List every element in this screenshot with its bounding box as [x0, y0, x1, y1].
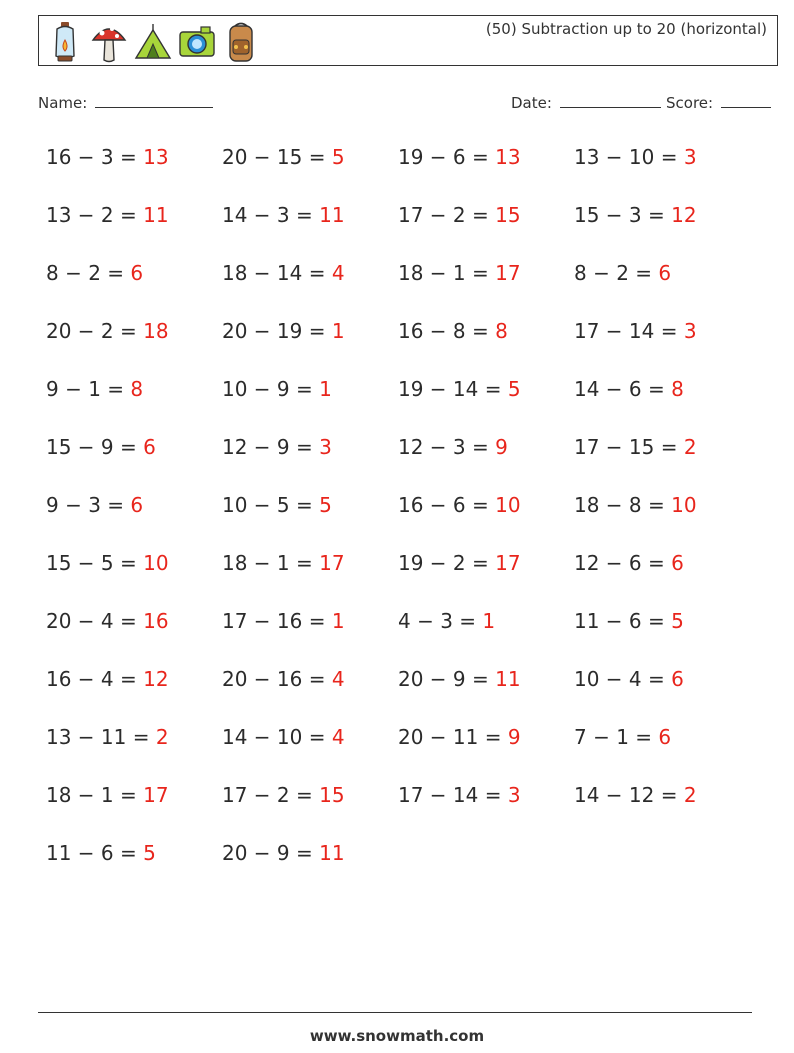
problem-item — [398, 375, 521, 403]
problem-item — [46, 259, 143, 287]
problem-answer: 6 — [658, 261, 672, 285]
problem-item — [222, 665, 345, 693]
problem-question: 20 − 19 = — [222, 319, 326, 343]
problem-item — [222, 491, 332, 519]
problem-question: 19 − 14 = — [398, 377, 502, 401]
problem-question: 4 − 3 = — [398, 609, 477, 633]
problem-answer: 4 — [331, 667, 345, 691]
problem-answer: 16 — [143, 609, 169, 633]
problem-answer: 18 — [143, 319, 169, 343]
problem-answer: 1 — [482, 609, 496, 633]
problem-question: 12 − 6 = — [574, 551, 665, 575]
problem-question: 17 − 2 = — [398, 203, 489, 227]
problem-answer: 5 — [143, 841, 156, 865]
problem-item — [46, 143, 169, 171]
problem-question: 17 − 15 = — [574, 435, 678, 459]
worksheet-header — [38, 15, 778, 66]
problem-item — [46, 607, 169, 635]
problem-item — [46, 491, 143, 519]
problem-answer: 8 — [671, 377, 684, 401]
problem-question: 16 − 3 = — [46, 145, 137, 169]
problem-item — [222, 839, 345, 867]
problem-question: 20 − 9 = — [398, 667, 489, 691]
problem-item — [222, 781, 345, 809]
problem-answer: 9 — [495, 435, 508, 459]
problem-item — [46, 839, 156, 867]
problem-item — [574, 143, 697, 171]
problem-item — [398, 665, 521, 693]
problem-answer: 17 — [495, 261, 521, 285]
problem-item — [574, 201, 697, 229]
camera-icon — [178, 20, 216, 64]
problem-item — [398, 143, 521, 171]
problem-item — [46, 201, 169, 229]
problem-question: 18 − 1 = — [398, 261, 489, 285]
problem-item — [222, 201, 345, 229]
problem-answer: 17 — [495, 551, 521, 575]
lantern-icon — [46, 20, 84, 64]
problem-answer: 4 — [331, 261, 345, 285]
problem-answer: 6 — [658, 725, 672, 749]
problem-answer: 3 — [507, 783, 521, 807]
problem-question: 14 − 3 = — [222, 203, 313, 227]
problem-item — [398, 259, 521, 287]
problem-answer: 13 — [143, 145, 169, 169]
problem-item — [398, 317, 508, 345]
problem-answer: 2 — [683, 435, 697, 459]
problem-question: 17 − 2 = — [222, 783, 313, 807]
problem-answer: 6 — [143, 435, 156, 459]
name-field[interactable] — [38, 93, 213, 112]
problem-item — [574, 665, 684, 693]
problem-answer: 11 — [319, 203, 345, 227]
tent-icon — [134, 20, 172, 64]
header-icons — [46, 19, 260, 65]
problem-question: 20 − 15 = — [222, 145, 326, 169]
problem-question: 10 − 4 = — [574, 667, 665, 691]
problem-item — [46, 375, 143, 403]
problem-item — [222, 607, 345, 635]
problem-item — [574, 549, 684, 577]
problem-question: 16 − 4 = — [46, 667, 137, 691]
date-blank[interactable] — [560, 93, 661, 108]
problem-question: 18 − 8 = — [574, 493, 665, 517]
problem-answer: 11 — [319, 841, 345, 865]
problem-answer: 5 — [319, 493, 332, 517]
problem-answer: 10 — [671, 493, 697, 517]
problem-question: 14 − 12 = — [574, 783, 678, 807]
problem-question: 19 − 2 = — [398, 551, 489, 575]
problem-answer: 15 — [495, 203, 521, 227]
problem-answer: 3 — [683, 145, 697, 169]
problem-item — [574, 433, 697, 461]
problem-item — [398, 549, 521, 577]
problem-item — [46, 433, 156, 461]
problem-answer: 4 — [331, 725, 345, 749]
problem-item — [574, 317, 697, 345]
problem-question: 13 − 11 = — [46, 725, 150, 749]
problem-item — [574, 723, 671, 751]
problem-answer: 6 — [130, 261, 144, 285]
problem-question: 18 − 1 = — [222, 551, 313, 575]
problem-question: 13 − 2 = — [46, 203, 137, 227]
problem-item — [574, 259, 671, 287]
problem-item — [46, 781, 169, 809]
footer-divider — [38, 1012, 752, 1013]
problem-question: 11 − 6 = — [574, 609, 665, 633]
problem-answer: 13 — [495, 145, 521, 169]
problem-question: 18 − 1 = — [46, 783, 137, 807]
problem-answer: 1 — [319, 377, 332, 401]
problem-question: 7 − 1 = — [574, 725, 653, 749]
name-label: Name: — [38, 94, 88, 112]
problem-answer: 12 — [671, 203, 697, 227]
problem-item — [46, 549, 169, 577]
problem-question: 14 − 10 = — [222, 725, 326, 749]
problem-answer: 5 — [507, 377, 521, 401]
problem-answer: 10 — [495, 493, 521, 517]
problem-item — [222, 143, 345, 171]
problem-answer: 3 — [683, 319, 697, 343]
problem-item — [222, 723, 345, 751]
problem-question: 17 − 14 = — [398, 783, 502, 807]
problem-answer: 6 — [130, 493, 144, 517]
problem-answer: 3 — [319, 435, 332, 459]
problem-item — [398, 201, 521, 229]
problem-answer: 5 — [671, 609, 684, 633]
problem-item — [574, 607, 684, 635]
problem-question: 20 − 2 = — [46, 319, 137, 343]
problem-question: 20 − 11 = — [398, 725, 502, 749]
problem-question: 14 − 6 = — [574, 377, 665, 401]
problem-grid — [46, 143, 786, 883]
problem-question: 16 − 6 = — [398, 493, 489, 517]
problem-answer: 15 — [319, 783, 345, 807]
problem-answer: 6 — [671, 551, 684, 575]
name-blank[interactable] — [95, 93, 213, 108]
problem-question: 12 − 9 = — [222, 435, 313, 459]
problem-question: 13 − 10 = — [574, 145, 678, 169]
problem-item — [574, 781, 697, 809]
problem-question: 9 − 1 = — [46, 377, 125, 401]
problem-item — [398, 607, 495, 635]
problem-answer: 17 — [319, 551, 345, 575]
problem-answer: 5 — [331, 145, 345, 169]
mushroom-icon — [90, 20, 128, 64]
problem-item — [398, 723, 521, 751]
problem-question: 11 − 6 = — [46, 841, 137, 865]
problem-question: 8 − 2 = — [574, 261, 653, 285]
problem-answer: 17 — [143, 783, 169, 807]
problem-question: 16 − 8 = — [398, 319, 489, 343]
problem-item — [46, 665, 169, 693]
problem-answer: 6 — [671, 667, 684, 691]
score-label: Score: — [666, 94, 714, 112]
date-field[interactable] — [511, 93, 661, 112]
problem-item — [398, 491, 521, 519]
score-blank[interactable] — [721, 93, 771, 108]
problem-answer: 2 — [683, 783, 697, 807]
problem-answer: 8 — [130, 377, 144, 401]
problem-answer: 9 — [507, 725, 521, 749]
problem-question: 19 − 6 = — [398, 145, 489, 169]
problem-question: 17 − 16 = — [222, 609, 326, 633]
problem-question: 10 − 9 = — [222, 377, 313, 401]
problem-item — [222, 375, 332, 403]
footer-url: www.snowmath.com — [309, 1027, 485, 1045]
problem-item — [222, 433, 332, 461]
problem-question: 9 − 3 = — [46, 493, 125, 517]
problem-item — [398, 781, 521, 809]
problem-item — [398, 433, 508, 461]
problem-question: 12 − 3 = — [398, 435, 489, 459]
problem-answer: 11 — [143, 203, 169, 227]
problem-answer: 12 — [143, 667, 169, 691]
problem-item — [222, 549, 345, 577]
problem-item — [574, 375, 684, 403]
problem-question: 15 − 9 = — [46, 435, 137, 459]
date-label: Date: — [511, 94, 552, 112]
score-field[interactable] — [666, 93, 771, 112]
problem-question: 20 − 4 = — [46, 609, 137, 633]
problem-item — [222, 259, 345, 287]
problem-item — [574, 491, 697, 519]
problem-question: 15 − 3 = — [574, 203, 665, 227]
problem-item — [46, 723, 169, 751]
problem-question: 15 − 5 = — [46, 551, 137, 575]
problem-answer: 10 — [143, 551, 169, 575]
problem-item — [46, 317, 169, 345]
problem-answer: 2 — [155, 725, 169, 749]
problem-answer: 1 — [331, 319, 345, 343]
worksheet-title: (50) Subtraction up to 20 (horizontal) — [485, 20, 767, 38]
problem-answer: 8 — [495, 319, 508, 343]
backpack-icon — [222, 20, 260, 64]
problem-question: 18 − 14 = — [222, 261, 326, 285]
problem-question: 10 − 5 = — [222, 493, 313, 517]
problem-question: 17 − 14 = — [574, 319, 678, 343]
problem-question: 20 − 9 = — [222, 841, 313, 865]
problem-item — [222, 317, 345, 345]
problem-question: 20 − 16 = — [222, 667, 326, 691]
problem-question: 8 − 2 = — [46, 261, 125, 285]
problem-answer: 1 — [331, 609, 345, 633]
problem-answer: 11 — [495, 667, 521, 691]
